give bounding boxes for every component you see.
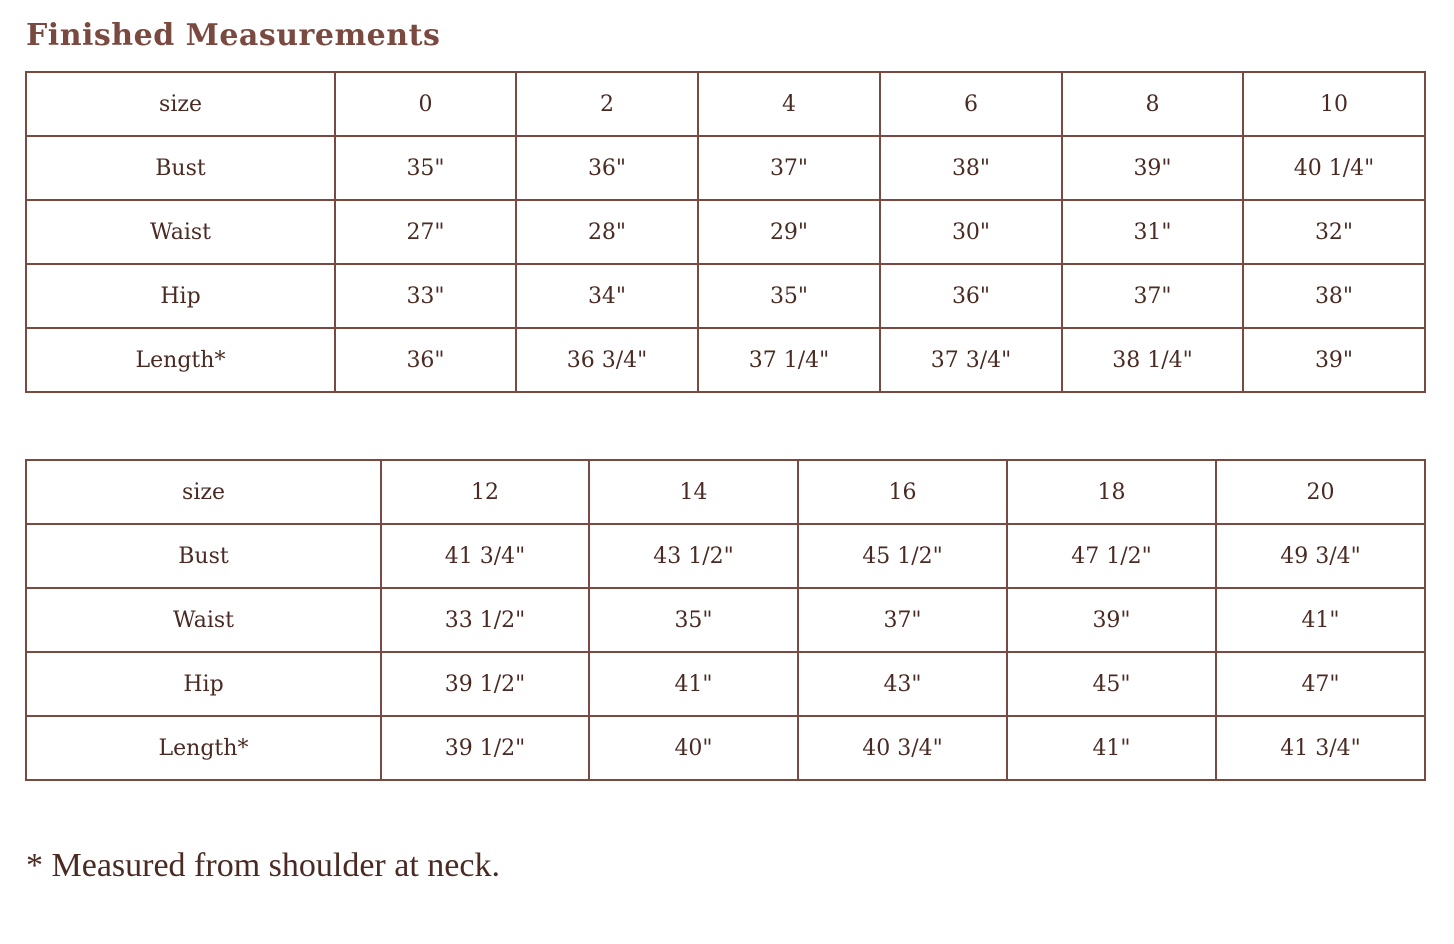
table-header-row (26, 72, 1425, 136)
measurement-cell: 37 3/4" (880, 328, 1062, 392)
size-header-cell: 6 (880, 72, 1062, 136)
size-header-cell: 2 (516, 72, 698, 136)
measurement-cell: 37" (798, 588, 1007, 652)
measurement-cell: 34" (516, 264, 698, 328)
table-header-row (26, 460, 1425, 524)
measurement-cell: 40" (589, 716, 798, 780)
size-header-cell: 16 (798, 460, 1007, 524)
length-footnote: * Measured from shoulder at neck. (26, 847, 500, 884)
measurement-cell: 40 1/4" (1243, 136, 1425, 200)
table-row-length (26, 328, 1425, 392)
measurement-cell: 35" (589, 588, 798, 652)
measurement-cell: 49 3/4" (1216, 524, 1425, 588)
table-row-waist (26, 200, 1425, 264)
measurement-cell: 36" (880, 264, 1062, 328)
measurement-cell: 35" (698, 264, 880, 328)
measurement-cell: 47" (1216, 652, 1425, 716)
table-row-hip (26, 652, 1425, 716)
page-title: Finished Measurements (26, 18, 441, 53)
size-header-cell: 14 (589, 460, 798, 524)
size-header-cell: 18 (1007, 460, 1216, 524)
size-header-cell: 0 (335, 72, 516, 136)
table-row-waist (26, 588, 1425, 652)
measurement-cell: 39" (1007, 588, 1216, 652)
measurement-cell: 41 3/4" (381, 524, 589, 588)
measurement-cell: 33 1/2" (381, 588, 589, 652)
measurement-cell: 33" (335, 264, 516, 328)
measurement-cell: 37 1/4" (698, 328, 880, 392)
measurements-table-sizes-12-20 (25, 459, 1426, 781)
table-row-hip (26, 264, 1425, 328)
row-label: Hip (26, 264, 335, 328)
size-header-cell: 10 (1243, 72, 1425, 136)
row-label: Waist (26, 588, 381, 652)
measurement-cell: 38" (1243, 264, 1425, 328)
measurement-cell: 32" (1243, 200, 1425, 264)
row-label: Length* (26, 716, 381, 780)
measurement-cell: 41" (1007, 716, 1216, 780)
table-row-bust (26, 136, 1425, 200)
table-row-length (26, 716, 1425, 780)
measurement-cell: 36" (335, 328, 516, 392)
size-header-cell: 20 (1216, 460, 1425, 524)
measurement-cell: 40 3/4" (798, 716, 1007, 780)
measurement-cell: 39 1/2" (381, 652, 589, 716)
measurements-table-sizes-0-10 (25, 71, 1426, 393)
size-header-cell: 8 (1062, 72, 1243, 136)
measurement-cell: 27" (335, 200, 516, 264)
measurement-cell: 43" (798, 652, 1007, 716)
measurement-cell: 38 1/4" (1062, 328, 1243, 392)
measurement-cell: 29" (698, 200, 880, 264)
size-header-cell: 4 (698, 72, 880, 136)
measurement-cell: 28" (516, 200, 698, 264)
measurement-cell: 41 3/4" (1216, 716, 1425, 780)
measurement-cell: 39 1/2" (381, 716, 589, 780)
row-label: Hip (26, 652, 381, 716)
measurement-cell: 36 3/4" (516, 328, 698, 392)
size-header-cell: 12 (381, 460, 589, 524)
size-header-label: size (26, 460, 381, 524)
row-label: Waist (26, 200, 335, 264)
measurement-cell: 35" (335, 136, 516, 200)
measurement-cell: 31" (1062, 200, 1243, 264)
size-header-label: size (26, 72, 335, 136)
row-label: Bust (26, 136, 335, 200)
measurement-cell: 39" (1062, 136, 1243, 200)
measurement-cell: 37" (1062, 264, 1243, 328)
measurement-cell: 43 1/2" (589, 524, 798, 588)
measurement-cell: 41" (1216, 588, 1425, 652)
row-label: Length* (26, 328, 335, 392)
measurement-cell: 45 1/2" (798, 524, 1007, 588)
measurement-cell: 41" (589, 652, 798, 716)
measurement-cell: 30" (880, 200, 1062, 264)
measurement-cell: 45" (1007, 652, 1216, 716)
table-row-bust (26, 524, 1425, 588)
measurement-cell: 47 1/2" (1007, 524, 1216, 588)
measurement-cell: 37" (698, 136, 880, 200)
measurement-cell: 39" (1243, 328, 1425, 392)
row-label: Bust (26, 524, 381, 588)
measurement-cell: 36" (516, 136, 698, 200)
measurement-cell: 38" (880, 136, 1062, 200)
